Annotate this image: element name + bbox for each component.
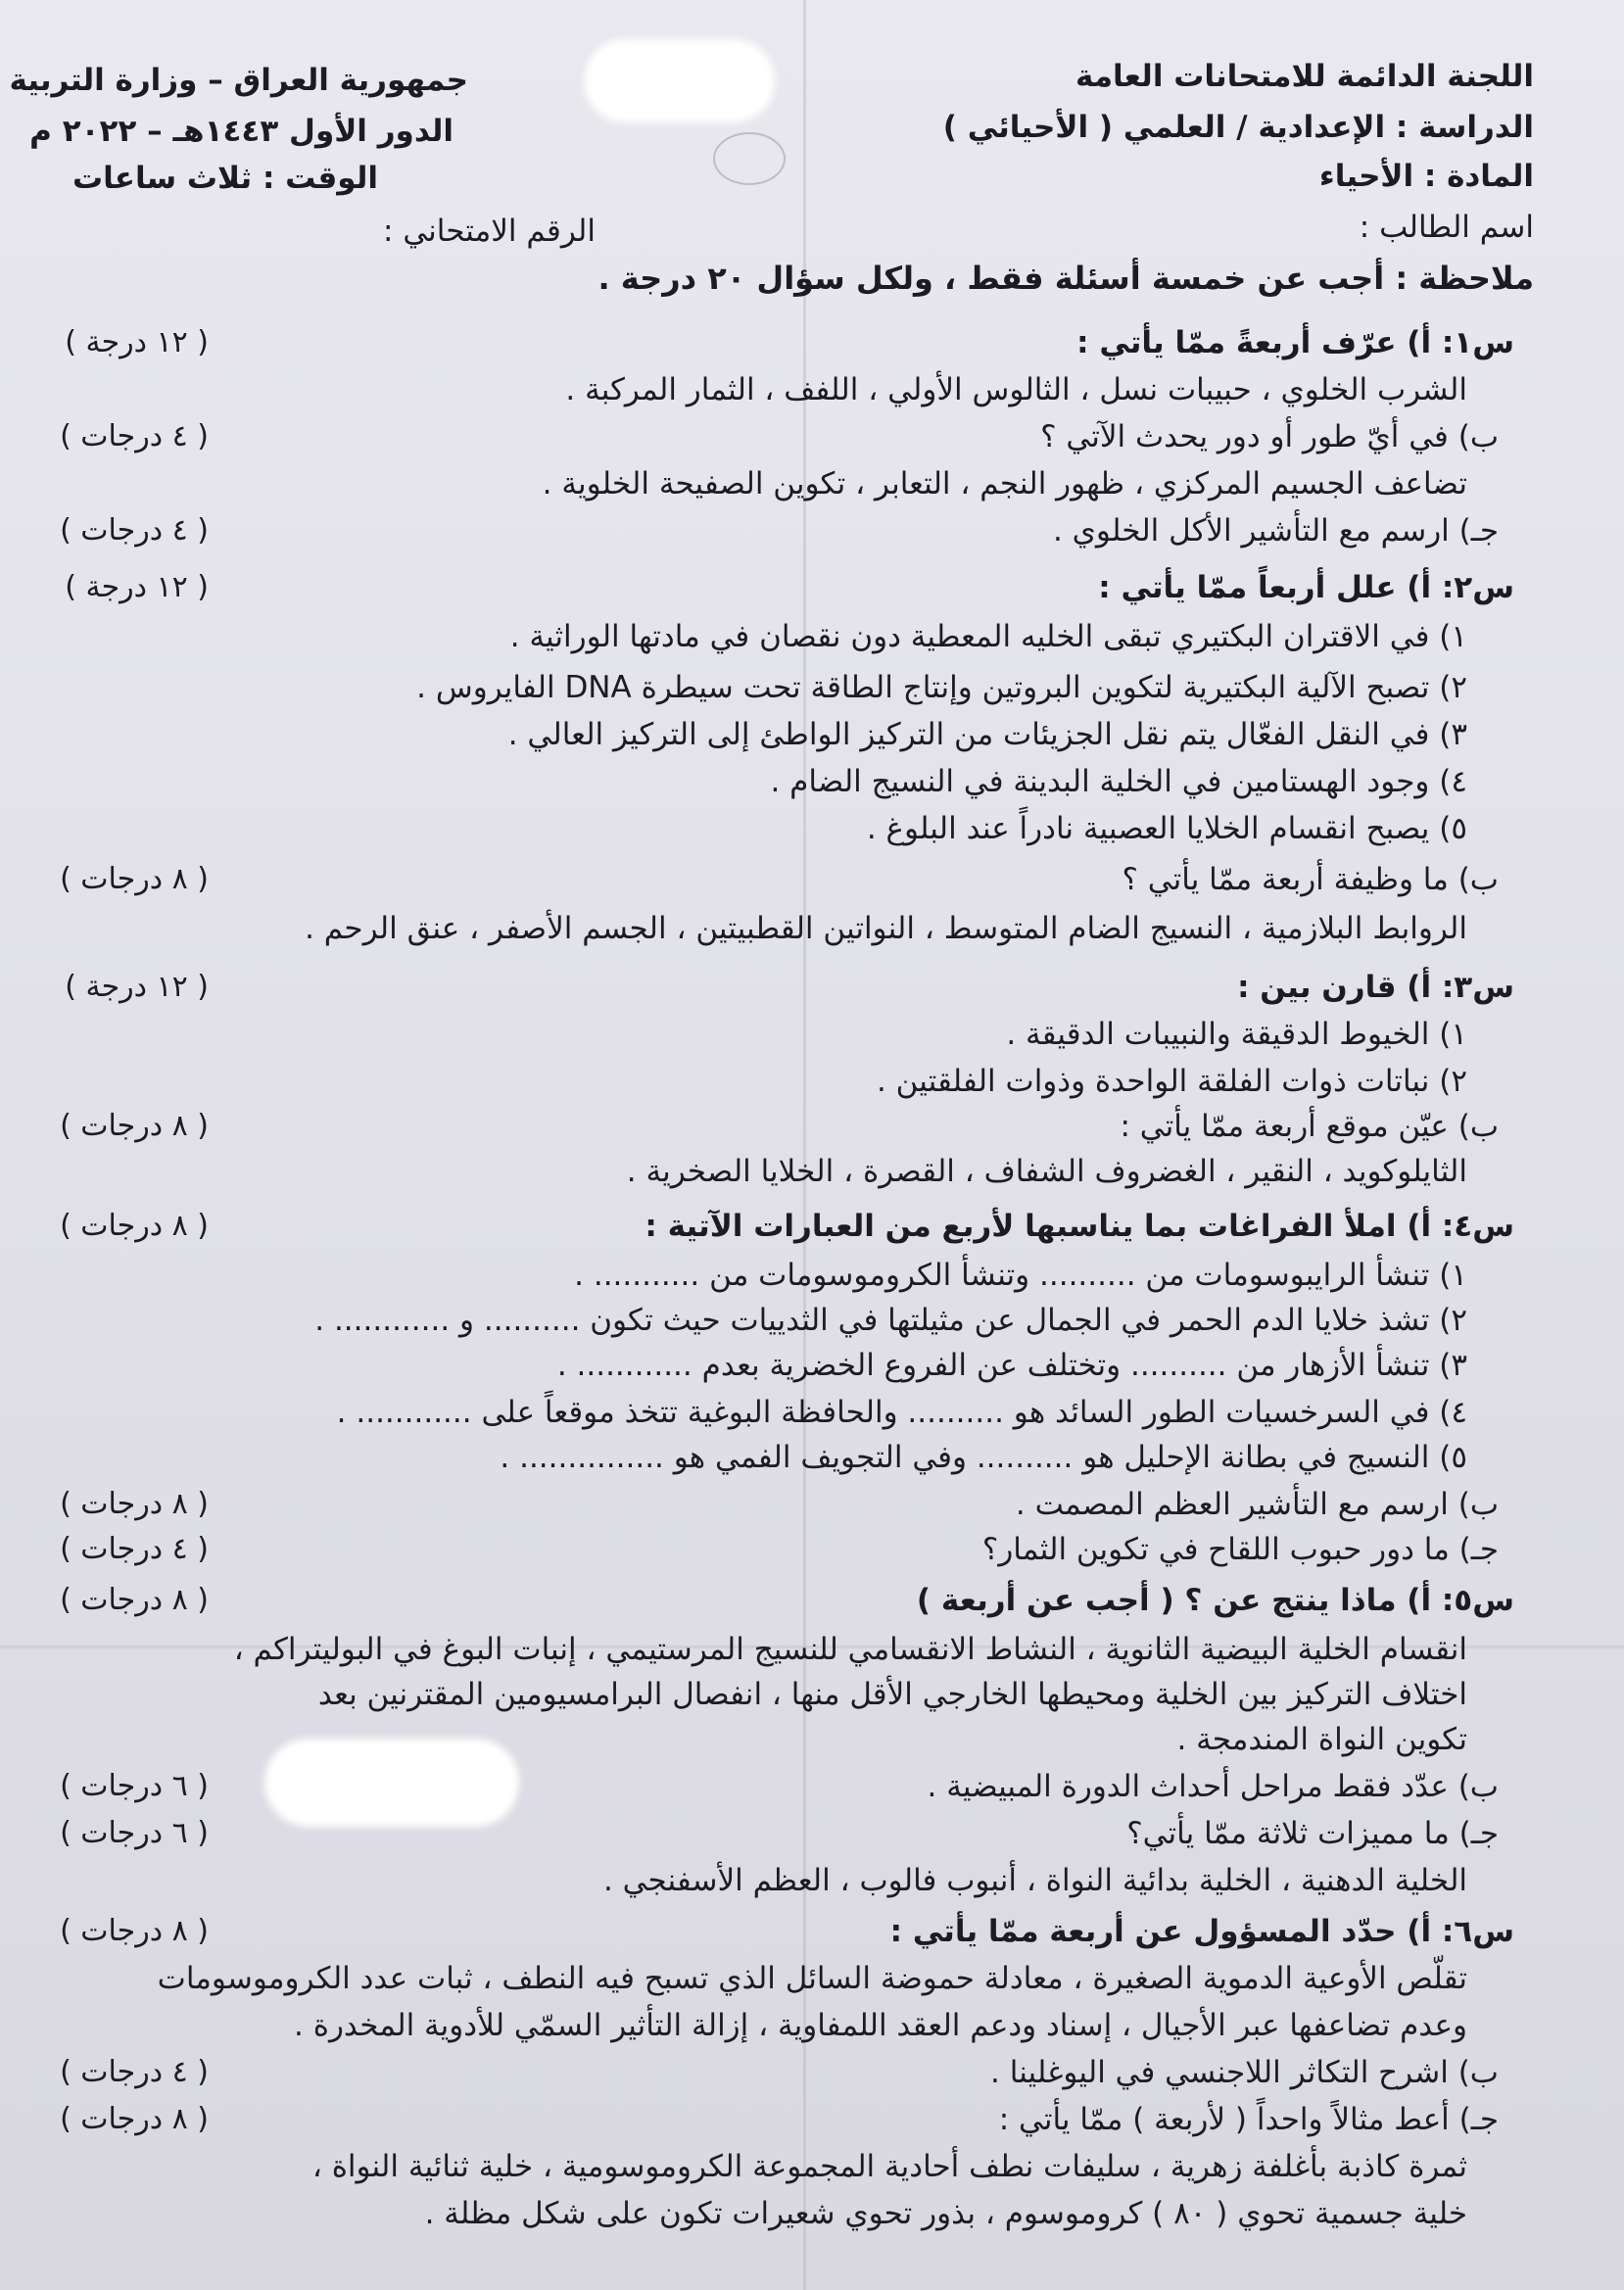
ministry-seal-icon <box>713 132 786 185</box>
question-line: الشرب الخلوي ، حبيبات نسل ، الثالوس الأولي ، اللفف ، الثمار المركبة . <box>565 372 1467 407</box>
question-line: وعدم تضاعفها عبر الأجيال ، إسناد ودعم العقد اللمفاوية ، إزالة التأثير السمّي للأدوية المخدرة . <box>294 2008 1467 2043</box>
question-heading: س١: أ) عرّف أربعةً ممّا يأتي : <box>1076 325 1514 360</box>
marks-label: ( ٤ درجات ) <box>60 419 209 453</box>
question-heading: س٣: أ) قارن بين : <box>1237 970 1514 1005</box>
question-heading: س٥: أ) ماذا ينتج عن ؟ ( أجب عن أربعة ) <box>916 1583 1514 1618</box>
question-line: ٢) تصبح الآلية البكتيرية لتكوين البروتين وإنتاج الطاقة تحت سيطرة DNA الفايروس . <box>416 670 1467 705</box>
marks-label: ( ١٢ درجة ) <box>65 325 209 359</box>
question-line: ثمرة كاذبة بأغلفة زهرية ، سليفات نطف أحادية المجموعة الكروموسومية ، خلية ثنائية النواة ، <box>311 2149 1467 2184</box>
question-line: ٥) يصبح انقسام الخلايا العصبية نادراً عند البلوغ . <box>866 811 1467 846</box>
redaction-middle <box>264 1739 519 1827</box>
question-line: تكوين النواة المندمجة . <box>1176 1722 1467 1757</box>
question-line: ١) الخيوط الدقيقة والنبيبات الدقيقة . <box>1006 1017 1467 1052</box>
marks-label: ( ٤ درجات ) <box>60 513 209 548</box>
marks-label: ( ٨ درجات ) <box>60 1109 209 1143</box>
marks-label: ( ٨ درجات ) <box>60 1914 209 1948</box>
question-line: ١) تنشأ الرايبوسومات من .......... وتنشأ الكروموسومات من ........... . <box>574 1258 1467 1293</box>
question-subpart: جـ) ما دور حبوب اللقاح في تكوين الثمار؟ <box>981 1532 1499 1567</box>
question-heading: س٢: أ) علل أربعاً ممّا يأتي : <box>1098 570 1514 605</box>
question-line: الخلية الدهنية ، الخلية بدائية النواة ، أنبوب فالوب ، العظم الأسفنجي . <box>602 1863 1467 1898</box>
question-subpart: جـ) أعط مثالاً واحداً ( لأربعة ) ممّا يأتي : <box>998 2102 1499 2137</box>
republic-ministry: جمهورية العراق – وزارة التربية <box>9 63 468 98</box>
redaction-top <box>584 39 775 122</box>
study-branch: الدراسة : الإعدادية / العلمي ( الأحيائي ) <box>942 110 1534 145</box>
question-subpart: ب) عدّد فقط مراحل أحداث الدورة المبيضية . <box>927 1769 1499 1804</box>
exam-number-field: الرقم الامتحاني : <box>383 214 596 249</box>
question-subpart: ب) ارسم مع التأشير العظم المصمت . <box>1015 1487 1499 1522</box>
question-subpart: ب) في أيّ طور أو دور يحدث الآتي ؟ <box>1040 419 1499 454</box>
question-line: ٤) في السرخسيات الطور السائد هو .......... والحافظة البوغية تتخذ موقعاً على ............ . <box>336 1395 1467 1430</box>
marks-label: ( ٨ درجات ) <box>60 1487 209 1521</box>
question-line: انقسام الخلية البيضية الثانوية ، النشاط الانقسامي للنسيج المرستيمي ، إنبات البوغ في البوليتراكم ، <box>233 1632 1467 1667</box>
marks-label: ( ١٢ درجة ) <box>65 570 209 604</box>
question-line: ٢) تشذ خلايا الدم الحمر في الجمال عن مثيلتها في الثدييات حيث تكون .......... و ............ . <box>314 1303 1467 1338</box>
question-line: الثايلوكويد ، النقير ، الغضروف الشفاف ، القصرة ، الخلايا الصخرية . <box>626 1154 1467 1189</box>
question-line: ٥) النسيج في بطانة الإحليل هو .......... وفي التجويف الفمي هو ............... . <box>500 1440 1467 1475</box>
marks-label: ( ٦ درجات ) <box>60 1816 209 1850</box>
question-subpart: جـ) ارسم مع التأشير الأكل الخلوي . <box>1052 513 1499 549</box>
marks-label: ( ٨ درجات ) <box>60 1583 209 1617</box>
question-line: ٤) وجود الهستامين في الخلية البدينة في النسيج الضام . <box>770 764 1467 799</box>
question-line: تقلّص الأوعية الدموية الصغيرة ، معادلة حموضة السائل الذي تسبح فيه النطف ، ثبات عدد الكروموسومات <box>157 1961 1467 1996</box>
question-subpart: ب) اشرح التكاثر اللاجنسي في اليوغلينا . <box>990 2055 1499 2090</box>
marks-label: ( ٤ درجات ) <box>60 2055 209 2089</box>
question-subpart: ب) ما وظيفة أربعة ممّا يأتي ؟ <box>1122 862 1499 897</box>
marks-label: ( ٤ درجات ) <box>60 1532 209 1566</box>
question-line: الروابط البلازمية ، النسيج الضام المتوسط ، النواتين القطبيتين ، الجسم الأصفر ، عنق الرحم . <box>305 911 1467 946</box>
committee-title: اللجنة الدائمة للامتحانات العامة <box>1075 59 1534 94</box>
marks-label: ( ١٢ درجة ) <box>65 970 209 1004</box>
paper-fold-vertical <box>803 0 806 2290</box>
student-name-field: اسم الطالب : <box>1359 210 1534 245</box>
question-line: ٣) في النقل الفعّال يتم نقل الجزيئات من التركيز الواطئ إلى التركيز العالي . <box>507 717 1467 752</box>
question-heading: س٤: أ) املأ الفراغات بما يناسبها لأربع من العبارات الآتية : <box>645 1209 1514 1244</box>
marks-label: ( ٨ درجات ) <box>60 862 209 896</box>
question-line: ٢) نباتات ذوات الفلقة الواحدة وذوات الفلقتين . <box>876 1064 1467 1099</box>
question-line: ١) في الاقتران البكتيري تبقى الخليه المعطية دون نقصان في مادتها الوراثية . <box>509 619 1467 654</box>
question-line: اختلاف التركيز بين الخلية ومحيطها الخارجي الأقل منها ، انفصال البرامسيومين المقترنين بعد <box>317 1677 1467 1712</box>
question-subpart: جـ) ما مميزات ثلاثة ممّا يأتي؟ <box>1126 1816 1499 1851</box>
question-line: خلية جسمية تحوي ( ٨٠ ) كروموسوم ، بذور تحوي شعيرات تكون على شكل مظلة . <box>424 2196 1467 2231</box>
marks-label: ( ٦ درجات ) <box>60 1769 209 1803</box>
marks-label: ( ٨ درجات ) <box>60 2102 209 2136</box>
question-line: تضاعف الجسيم المركزي ، ظهور النجم ، التعابر ، تكوين الصفيحة الخلوية . <box>542 466 1467 501</box>
exam-round: الدور الأول ١٤٤٣هـ – ٢٠٢٢ م <box>29 114 454 149</box>
exam-time: الوقت : ثلاث ساعات <box>72 161 378 196</box>
question-heading: س٦: أ) حدّد المسؤول عن أربعة ممّا يأتي : <box>889 1914 1514 1949</box>
question-subpart: ب) عيّن موقع أربعة ممّا يأتي : <box>1120 1109 1499 1144</box>
question-line: ٣) تنشأ الأزهار من .......... وتختلف عن الفروع الخضرية بعدم ............ . <box>556 1348 1467 1383</box>
instructions-note: ملاحظة : أجب عن خمسة أسئلة فقط ، ولكل سؤال ٢٠ درجة . <box>597 260 1534 297</box>
subject-line: المادة : الأحياء <box>1318 159 1534 194</box>
marks-label: ( ٨ درجات ) <box>60 1209 209 1243</box>
